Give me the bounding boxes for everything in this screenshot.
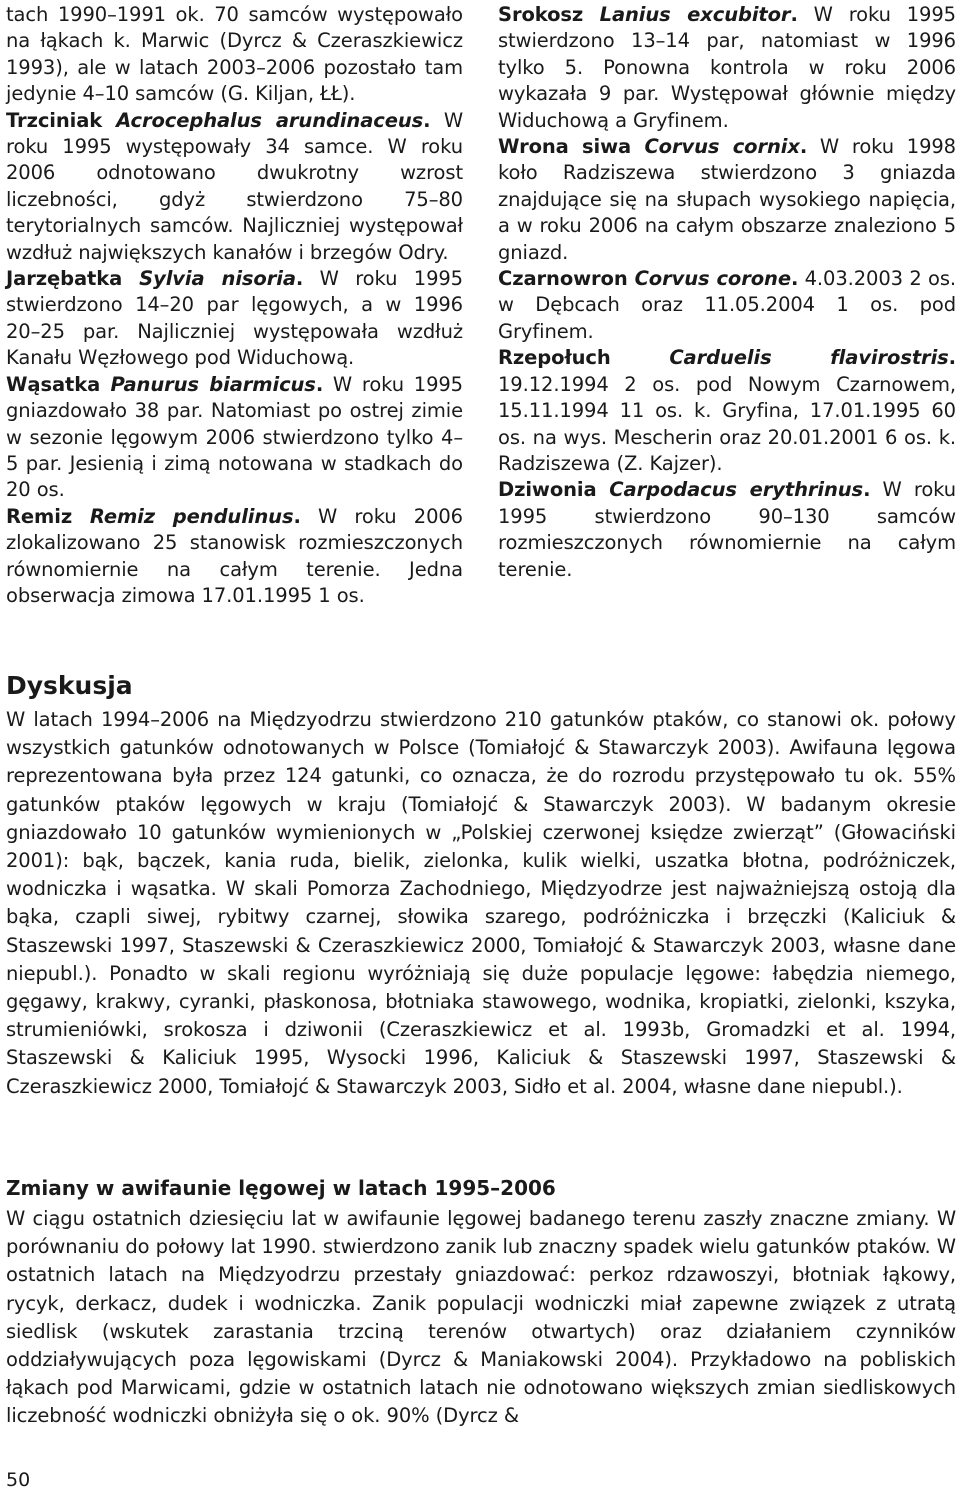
species-common-name: Remiz xyxy=(6,504,73,528)
species-latin-name: Carduelis flavirostris xyxy=(669,346,949,370)
species-common-name: Dziwonia xyxy=(498,478,597,502)
species-latin-name: Carpodacus erythrinus xyxy=(609,478,864,502)
species-heading: Wąsatka Panurus biarmicus. xyxy=(6,372,324,396)
species-latin-name: Remiz pendulinus xyxy=(89,504,294,528)
species-latin-name: Panurus biarmicus xyxy=(110,372,316,396)
species-entry xyxy=(498,477,956,583)
species-description: W roku 1998 koło Radziszewa stwierdzono 3 gniazda znajdujące się na słupach wysokiego napięcia, a w roku 2006 na całym obszarze znaleziono 5 gniazd. xyxy=(498,135,956,264)
species-heading: Remiz Remiz pendulinus. xyxy=(6,504,301,528)
species-description: W roku 1995 stwierdzono 90–130 samców rozmieszczonych równomiernie na całym terenie. xyxy=(498,478,956,581)
right-column xyxy=(498,2,956,583)
species-entry xyxy=(6,372,463,504)
species-common-name: Trzciniak xyxy=(6,108,103,132)
species-description: W roku 1995 stwierdzono 13–14 par, natomiast w 1996 tylko 5. Ponowna kontrola w roku 2006 wykazała 9 par. Występował głównie między Widuchową a Gryfinem. xyxy=(498,3,956,132)
species-description: W roku 1995 występowały 34 samce. W roku 2006 odnotowano dwukrotny wzrost liczebności, gdyż stwierdzono 75–80 terytorialnych samców. Najliczniej występował wzdłuż największych kanałów i brzegów Odry. xyxy=(6,108,463,264)
species-description: W roku 1995 gniazdowało 38 par. Natomiast po ostrej zimie w sezonie lęgowym 2006 stwierdzono tylko 4–5 par. Jesienią i zimą notowana w stadkach do 20 os. xyxy=(6,372,463,502)
changes-paragraph: W ciągu ostatnich dziesięciu lat w awifaunie lęgowej badanego terenu zaszły znaczne zmiany. W porównaniu do połowy lat 1990. stwierdzono zanik lub znaczny spadek wielu gatunków ptaków. W ostatnich latach na Międzyodrzu przestały gniazdować: perkoz rdzawoszyi, błotniak łąkowy, rycyk, derkacz, dudek i wodniczka. Zanik populacji wodniczki miał zapewne związek z utratą siedlisk (wskutek zarastania trzciną terenów otwartych) oraz działaniem czynników oddziaływujących poza lęgowiskami (Dyrcz & Maniakowski 2004). Przykładowo na pobliskich łąkach pod Marwicami, gdzie w ostatnich latach nie odnotowano większych zmian siedliskowych liczebność wodniczki obniżyła się o ok. 90% (Dyrcz & xyxy=(6,1207,956,1428)
species-common-name: Srokosz xyxy=(498,3,584,26)
left-intro-paragraph: tach 1990–1991 ok. 70 samców występowało na łąkach k. Marwic (Dyrcz & Czeraszkiewicz 1993), ale w latach 2003–2006 pozostało tam jedynie 4–10 samców (G. Kiljan, ŁŁ). xyxy=(6,3,463,106)
discussion-heading: Dyskusja xyxy=(6,671,133,700)
species-description: 4.03.2003 2 os. w Dębcach oraz 11.05.2004 1 os. pod Gryfinem. xyxy=(498,267,956,343)
species-heading: Wrona siwa Corvus cornix. xyxy=(498,135,808,159)
species-entry xyxy=(6,266,463,372)
page-number: 50 xyxy=(6,1469,31,1491)
species-latin-name: Sylvia nisoria xyxy=(139,267,296,291)
changes-heading: Zmiany w awifaunie lęgowej w latach 1995–2006 xyxy=(6,1176,556,1200)
species-common-name: Czarnowron xyxy=(498,267,628,291)
species-entry xyxy=(498,266,956,345)
left-column xyxy=(6,2,463,609)
species-description: 19.12.1994 2 os. pod Nowym Czarnowem, 15.11.1994 11 os. k. Gryfina, 17.01.1995 60 os. na wys. Mescherin oraz 20.01.2001 6 os. k. Radziszewa (Z. Kajzer). xyxy=(498,372,956,475)
species-heading: Rzepołuch Carduelis flavirostris. xyxy=(498,346,956,370)
species-latin-name: Acrocephalus arundinaceus xyxy=(116,108,424,132)
species-latin-name: Lanius excubitor xyxy=(599,3,791,26)
species-heading: Jarzębatka Sylvia nisoria. xyxy=(6,267,304,291)
species-heading: Czarnowron Corvus corone. xyxy=(498,267,799,291)
species-common-name: Wąsatka xyxy=(6,372,101,396)
species-entry xyxy=(6,108,463,266)
species-common-name: Wrona siwa xyxy=(498,135,632,159)
species-entry xyxy=(498,134,956,266)
species-latin-name: Corvus corone xyxy=(634,267,791,291)
species-description: W roku 2006 zlokalizowano 25 stanowisk rozmieszczonych równomiernie na całym terenie. Jedna obserwacja zimowa 17.01.1995 1 os. xyxy=(6,504,463,607)
species-heading: Srokosz Lanius excubitor. xyxy=(498,3,798,26)
species-heading: Dziwonia Carpodacus erythrinus. xyxy=(498,478,871,502)
species-entry xyxy=(498,345,956,477)
species-description: W roku 1995 stwierdzono 14–20 par lęgowych, a w 1996 20–25 par. Najliczniej występowała wzdłuż Kanału Węzłowego pod Widuchową. xyxy=(6,267,463,370)
discussion-paragraph: W latach 1994–2006 na Międzyodrzu stwierdzono 210 gatunków ptaków, co stanowi ok. połowy wszystkich gatunków odnotowanych w Polsce (Tomiałojć & Stawarczyk 2003). Awifauna lęgowa reprezentowana była przez 124 gatunki, co oznacza, że do rozrodu przystępowało tu ok. 55% gatunków ptaków lęgowych w kraju (Tomiałojć & Stawarczyk 2003). W badanym okresie gniazdowało 10 gatunków wymienionych w „Polskiej czerwonej księdze zwierząt” (Głowaciński 2001): bąk, bączek, kania ruda, bielik, zielonka, kulik wielki, uszatka błotna, podróżniczek, wodniczka i wąsatka. W skali Pomorza Zachodniego, Międzyodrze jest najważniejszą ostoją dla bąka, czapli siwej, rybitwy czarnej, słowika szarego, podróżniczka i brzęczki (Kaliciuk & Staszewski 1997, Staszewski & Czeraszkiewicz 2000, Tomiałojć & Stawarczyk 2003, własne dane niepubl.). Ponadto w skali regionu wyróżniają się duże populacje lęgowe: łabędzia niemego, gęgawy, krakwy, cyranki, płaskonosa, błotniaka stawowego, wodnika, kropiatki, zielonki, kszyka, strumieniówki, srokosza i dziwonii (Czeraszkiewicz et al. 1993b, Gromadzki et al. 1994, Staszewski & Kaliciuk 1995, Wysocki 1996, Kaliciuk & Staszewski 1997, Staszewski & Czeraszkiewicz 2000, Tomiałojć & Stawarczyk 2003, Sidło et al. 2004, własne dane niepubl.). xyxy=(6,708,956,1098)
species-common-name: Jarzębatka xyxy=(6,267,123,291)
species-entry xyxy=(6,504,463,610)
species-latin-name: Corvus cornix xyxy=(644,135,800,159)
species-common-name: Rzepołuch xyxy=(498,346,611,370)
species-heading: Trzciniak Acrocephalus arundinaceus. xyxy=(6,108,431,132)
species-entry xyxy=(498,2,956,134)
